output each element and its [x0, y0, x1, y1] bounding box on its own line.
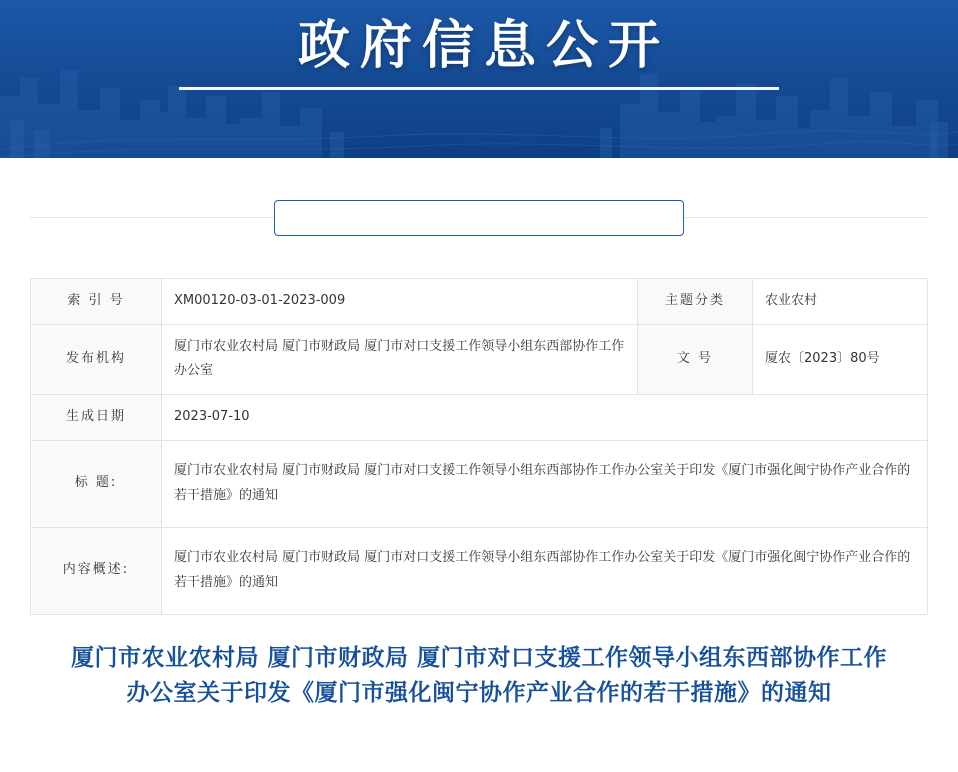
summary-label: 内容概述:: [31, 527, 162, 614]
topic-category-value: 农业农村: [753, 279, 928, 325]
search-divider-right: [683, 217, 928, 218]
banner-title-block: [0, 0, 958, 158]
index-number-value: XM00120-03-01-2023-009: [162, 279, 638, 325]
table-row: [31, 395, 928, 441]
created-date-value: 2023-07-10: [162, 395, 928, 441]
doc-title-label: 标 题:: [31, 440, 162, 527]
table-row: [31, 440, 928, 527]
document-meta-table: [30, 278, 928, 615]
document-heading: 厦门市农业农村局 厦门市财政局 厦门市对口支援工作领导小组东西部协作工作办公室关于印发《厦门市强化闽宁协作产业合作的若干措施》的通知: [70, 644, 887, 707]
table-row: [31, 279, 928, 325]
search-box[interactable]: [274, 200, 684, 236]
doc-title-value: 厦门市农业农村局 厦门市财政局 厦门市对口支援工作领导小组东西部协作工作办公室关于印发《厦门市强化闽宁协作产业合作的若干措施》的通知: [162, 440, 928, 527]
document-number-label: 文 号: [638, 324, 753, 394]
page-title: 政府信息公开: [297, 16, 670, 76]
search-section: [0, 158, 958, 278]
created-date-label: 生成日期: [31, 395, 162, 441]
document-number-value: 厦农〔2023〕80号: [753, 324, 928, 394]
info-table-wrap: [0, 278, 958, 615]
index-number-label: 索 引 号: [31, 279, 162, 325]
publisher-label: 发布机构: [31, 324, 162, 394]
summary-value: 厦门市农业农村局 厦门市财政局 厦门市对口支援工作领导小组东西部协作工作办公室关于印发《厦门市强化闽宁协作产业合作的若干措施》的通知: [162, 527, 928, 614]
table-row: [31, 527, 928, 614]
search-input[interactable]: [285, 200, 673, 236]
page-banner: [0, 0, 958, 158]
search-divider-left: [30, 217, 275, 218]
publisher-value: 厦门市农业农村局 厦门市财政局 厦门市对口支援工作领导小组东西部协作工作办公室: [162, 324, 638, 394]
topic-category-label: 主题分类: [638, 279, 753, 325]
title-underline: [179, 87, 779, 90]
table-row: [31, 324, 928, 394]
